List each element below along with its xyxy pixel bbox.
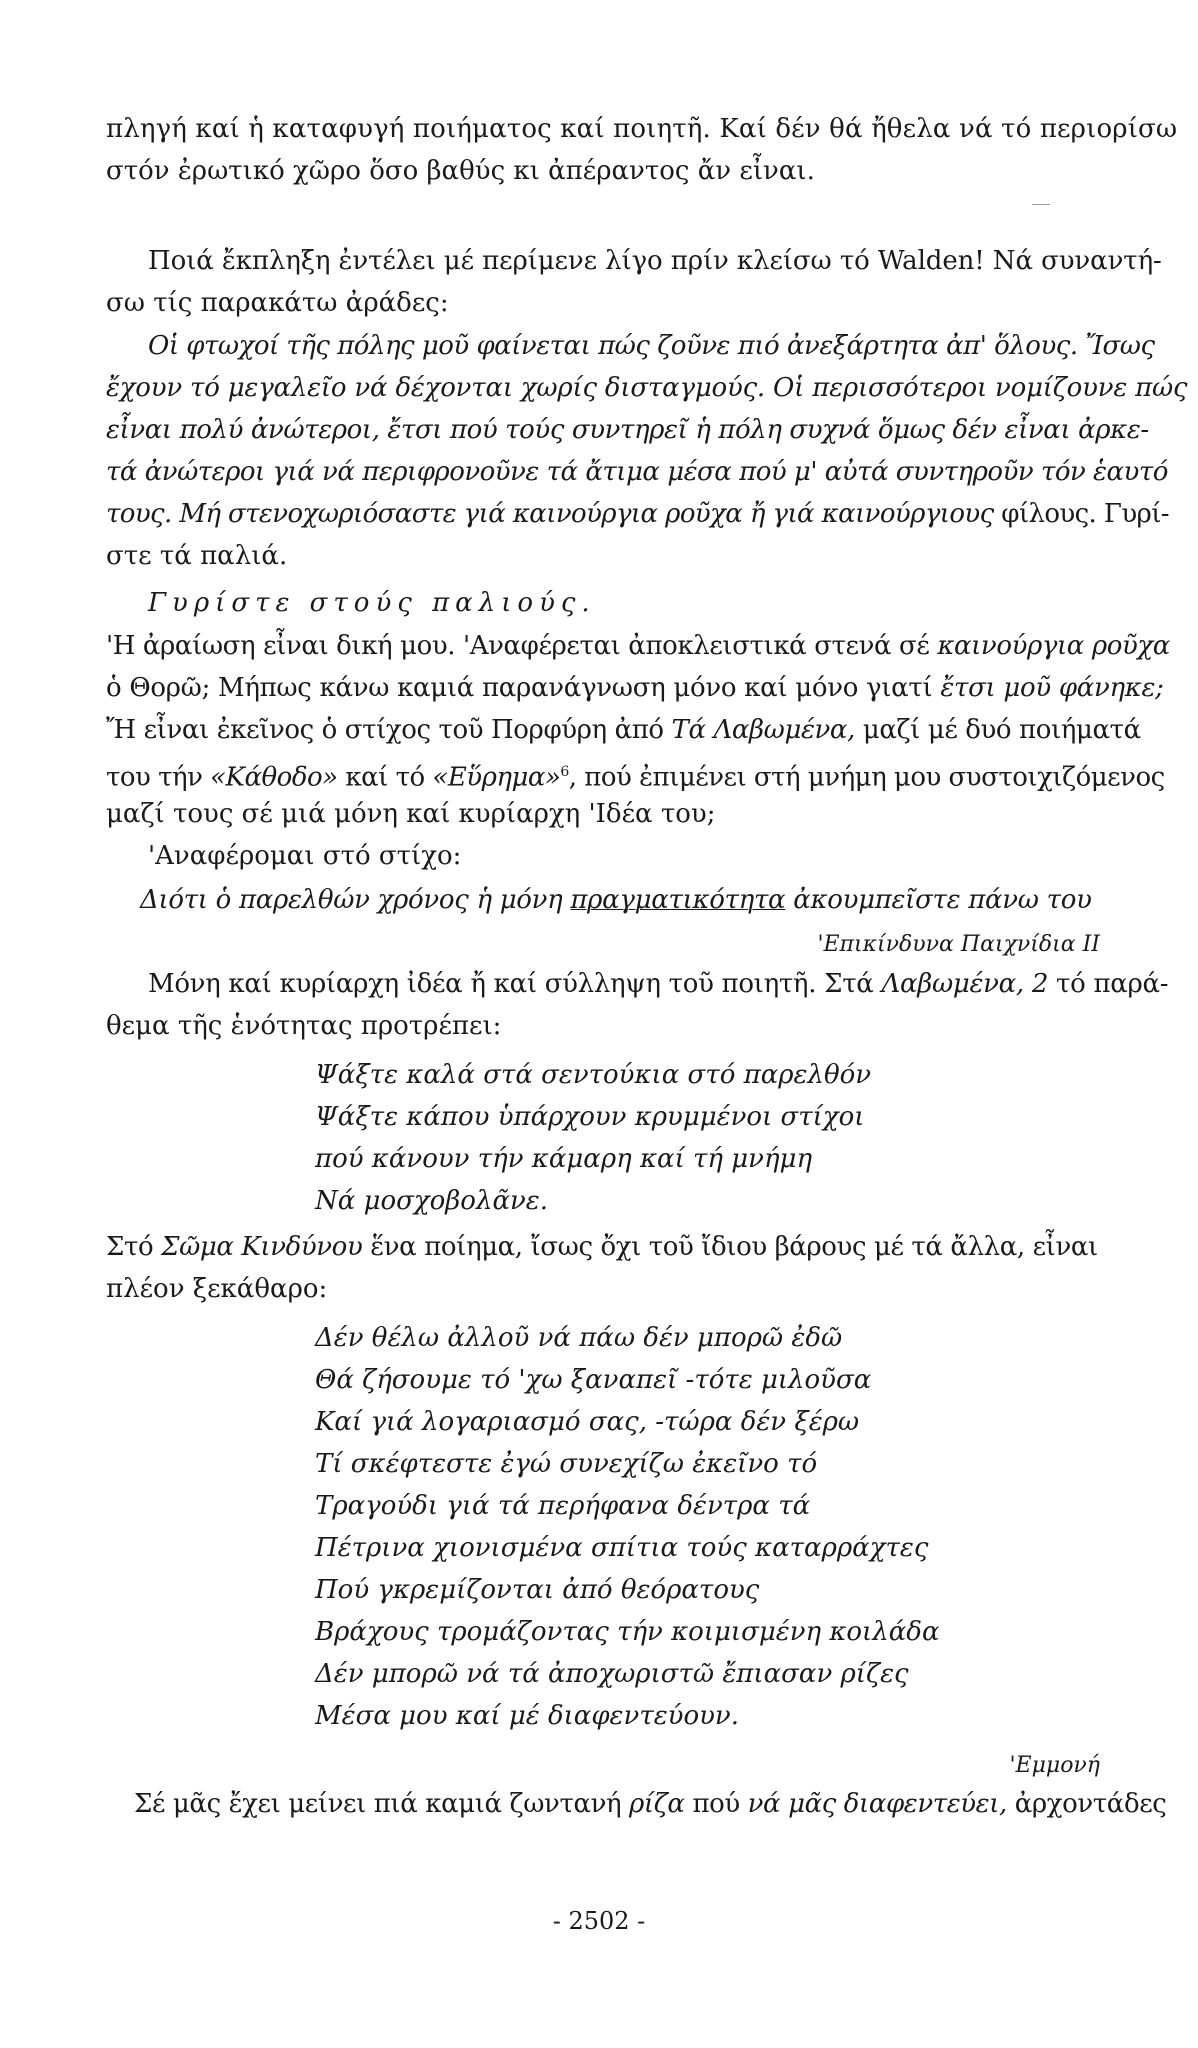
- source-attribution: 'Επικίνδυνα Παιχνίδια ΙΙ: [817, 932, 1100, 957]
- text-line: του τήν «Κάθοδο» καί τό «Εὕρημα»$^6$, πού ἐπιμένει στή μνήμη μου συστοιχιζόμενος: [106, 762, 1165, 793]
- text-line: ὁ Θορῶ; Μήπως κάνω καμιά παρανάγνωση μόνο καί μόνο γιατί ἔτσι μοῦ φάνηκε;: [106, 673, 1164, 703]
- poem-line: Νά μοσχοβολᾶνε.: [315, 1186, 549, 1216]
- poem-line: Βράχους τρομάζοντας τήν κοιμισμένη κοιλάδα: [315, 1617, 940, 1647]
- text-line: θεμα τῆς ἑνότητας προτρέπει:: [106, 1011, 502, 1041]
- quote-line: τους. Μή στενοχωριόσαστε γιά καινούργια ροῦχα ἤ γιά καινούργιους φίλους. Γυρί-: [106, 499, 1169, 529]
- poem-line: Τί σκέφτεστε ἐγώ συνεχίζω ἐκεῖνο τό: [315, 1449, 818, 1479]
- text-line: 'Αναφέρομαι στό στίχο:: [148, 841, 462, 871]
- text-line: Στό Σῶμα Κινδύνου ἕνα ποίημα, ἴσως ὄχι τοῦ ἴδιου βάρους μέ τά ἄλλα, εἶναι: [106, 1232, 1098, 1262]
- text-line: 'Η ἀραίωση εἶναι δική μου. 'Αναφέρεται ἀποκλειστικά στενά σέ καινούργια ροῦχα: [106, 631, 1170, 661]
- spaced-quote: Γυρίστε στούς παλιούς.: [148, 588, 596, 618]
- poem-line: Δέν μπορῶ νά τά ἀποχωριστῶ ἔπιασαν ρίζες: [315, 1659, 909, 1689]
- scan-mark: [1032, 204, 1050, 205]
- quote-line: εἶναι πολύ ἀνώτεροι, ἔτσι πού τούς συντηρεῖ ἡ πόλη συχνά ὅμως δέν εἶναι ἀρκε-: [106, 415, 1149, 445]
- text-line: Μόνη καί κυρίαρχη ἰδέα ἤ καί σύλληψη τοῦ ποιητῆ. Στά Λαβωμένα, 2 τό παρά-: [148, 969, 1169, 999]
- poem-title: 'Εμμονή: [1009, 1753, 1100, 1778]
- text-line: Ποιά ἔκπληξη ἐντέλει μέ περίμενε λίγο πρίν κλείσω τό Walden! Νά συναντή-: [148, 246, 1162, 276]
- poem-line: Πέτρινα χιονισμένα σπίτια τούς καταρράχτες: [315, 1533, 929, 1563]
- poem-line: Μέσα μου καί μέ διαφεντεύουν.: [315, 1701, 739, 1731]
- text-line: Σέ μᾶς ἔχει μείνει πιά καμιά ζωντανή ρίζα πού νά μᾶς διαφεντεύει, ἀρχοντάδες: [134, 1789, 1167, 1819]
- quote-line: ἔχουν τό μεγαλεῖο νά δέχονται χωρίς δισταγμούς. Οἱ περισσότεροι νομίζουνε πώς: [106, 373, 1188, 403]
- text-line: στόν ἐρωτικό χῶρο ὅσο βαθύς κι ἀπέραντος ἄν εἶναι.: [106, 156, 815, 186]
- poem-line: Τραγούδι γιά τά περήφανα δέντρα τά: [315, 1491, 811, 1521]
- text-line: Ἤ εἶναι ἐκεῖνος ὁ στίχος τοῦ Πορφύρη ἀπό Τά Λαβωμένα, μαζί μέ δυό ποιήματά: [106, 715, 1141, 745]
- poem-line: Ψάξτε καλά στά σεντούκια στό παρελθόν: [315, 1060, 872, 1090]
- text-line: πλέον ξεκάθαρο:: [106, 1274, 328, 1304]
- quoted-verse: Διότι ὁ παρελθών χρόνος ἡ μόνη πραγματικότητα ἀκουμπεῖστε πάνω του: [140, 885, 1092, 915]
- poem-line: Πού γκρεμίζονται ἀπό θεόρατους: [315, 1575, 760, 1605]
- text-line: στε τά παλιά.: [106, 541, 288, 571]
- poem-line: Δέν θέλω ἀλλοῦ νά πάω δέν μπορῶ ἐδῶ: [315, 1323, 843, 1353]
- text-line: πληγή καί ἡ καταφυγή ποιήματος καί ποιητῆ. Καί δέν θά ἤθελα νά τό περιορίσω: [106, 114, 1178, 144]
- quote-line: Οἱ φτωχοί τῆς πόλης μοῦ φαίνεται πώς ζοῦνε πιό ἀνεξάρτητα ἀπ' ὅλους. Ἴσως: [148, 331, 1155, 361]
- page-number: - 2502 -: [552, 1907, 646, 1935]
- text-line: σω τίς παρακάτω ἀράδες:: [106, 288, 449, 318]
- poem-line: Καί γιά λογαριασμό σας, -τώρα δέν ξέρω: [315, 1407, 860, 1437]
- poem-line: πού κάνουν τήν κάμαρη καί τή μνήμη: [315, 1144, 813, 1174]
- poem-line: Ψάξτε κάπου ὑπάρχουν κρυμμένοι στίχοι: [315, 1102, 865, 1132]
- poem-line: Θά ζήσουμε τό 'χω ξαναπεῖ -τότε μιλοῦσα: [315, 1365, 872, 1395]
- quote-line: τά ἀνώτεροι γιά νά περιφρονοῦνε τά ἄτιμα μέσα πού μ' αὐτά συντηροῦν τόν ἑαυτό: [106, 457, 1168, 487]
- footnote-marker: 6: [560, 764, 569, 780]
- text-line: μαζί τους σέ μιά μόνη καί κυρίαρχη 'Ιδέα του;: [106, 799, 716, 829]
